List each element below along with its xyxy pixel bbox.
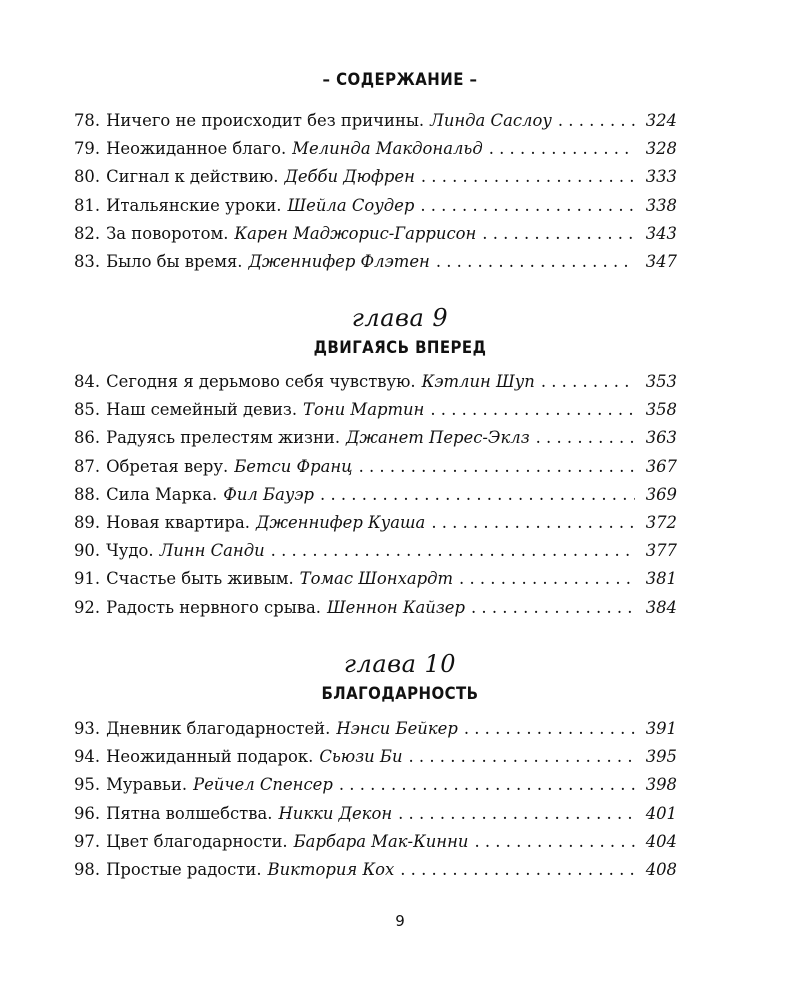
entry-number: 86. — [74, 428, 101, 448]
entry-page: 404 — [645, 831, 677, 851]
entry-page: 369 — [645, 484, 677, 504]
toc-entry — [74, 485, 677, 513]
entry-author: Линн Санди — [159, 541, 265, 561]
entry-title: Ничего не происходит без причины. — [106, 111, 425, 130]
entry-page: 401 — [645, 803, 677, 823]
toc-entry — [74, 167, 677, 195]
entry-title: Муравьи. — [106, 775, 188, 795]
entry-number: 97. — [74, 831, 101, 851]
toc-entry — [74, 372, 677, 400]
toc-entry — [74, 400, 677, 428]
entry-number: 78. — [74, 111, 101, 130]
toc-entry — [74, 775, 677, 803]
entry-page: 381 — [645, 569, 677, 589]
chapter-10-label: глава 10 — [343, 650, 457, 678]
toc-entry — [74, 860, 677, 888]
entry-title: За поворотом. — [106, 223, 229, 243]
toc-list-chapter-10 — [74, 719, 677, 888]
toc-entry — [74, 719, 677, 747]
entry-title: Радость нервного срыва. — [106, 597, 321, 617]
dot-leader — [339, 775, 635, 794]
entry-title: Было бы время. — [106, 251, 243, 271]
dot-leader — [482, 224, 635, 243]
toc-entry — [74, 139, 677, 167]
toc-entry — [74, 747, 677, 775]
dot-leader — [420, 196, 635, 215]
entry-number: 82. — [74, 223, 101, 243]
entry-author: Шейла Соудер — [287, 195, 415, 215]
entry-title: Чудо. — [106, 541, 154, 561]
entry-title: Радуясь прелестям жизни. — [106, 428, 341, 448]
entry-title: Цвет благодарности. — [106, 831, 288, 851]
entry-title: Счастье быть живым. — [106, 569, 294, 589]
entry-page: 347 — [645, 251, 677, 271]
chapter-9-label: глава 9 — [351, 304, 449, 332]
entry-author: Барбара Мак-Кинни — [293, 831, 469, 851]
dot-leader — [271, 541, 635, 560]
entry-page: 372 — [645, 512, 677, 532]
dot-leader — [436, 252, 635, 271]
entry-title: Дневник благодарностей. — [106, 719, 331, 738]
entry-page: 338 — [645, 195, 677, 215]
entry-number: 85. — [74, 400, 101, 420]
entry-page: 395 — [645, 747, 677, 767]
entry-title: Сигнал к действию. — [106, 167, 279, 187]
entry-author: Мелинда Макдональд — [292, 139, 483, 159]
entry-author: Тони Мартин — [303, 400, 425, 420]
entry-title: Обретая веру. — [106, 456, 229, 476]
toc-list-a — [74, 111, 677, 280]
toc-list-chapter-9 — [74, 372, 677, 626]
entry-page: 358 — [645, 400, 677, 420]
dot-leader — [474, 832, 635, 851]
entry-author: Никки Декон — [278, 803, 393, 823]
chapter-9-title: ДВИГАЯСЬ ВПЕРЕД — [313, 338, 487, 358]
entry-title: Простые радости. — [106, 859, 262, 879]
entry-number: 80. — [74, 167, 101, 187]
entry-author: Томас Шонхардт — [299, 569, 454, 589]
entry-title: Сила Марка. — [106, 484, 218, 504]
toc-entry — [74, 598, 677, 626]
entry-title: Неожиданное благо. — [106, 139, 287, 159]
entry-author: Дебби Дюфрен — [284, 167, 415, 187]
dot-leader — [431, 513, 635, 532]
entry-number: 88. — [74, 484, 101, 504]
entry-author: Сьюзи Би — [319, 747, 403, 767]
entry-page: 377 — [645, 541, 677, 561]
chapter-10-title: БЛАГОДАРНОСТЬ — [321, 684, 479, 704]
entry-number: 81. — [74, 195, 101, 215]
entry-title: Новая квартира. — [106, 512, 250, 532]
entry-number: 92. — [74, 597, 101, 617]
entry-author: Джанет Перес-Эклз — [346, 428, 530, 448]
page-number: 9 — [395, 912, 405, 930]
entry-author: Рейчел Спенсер — [193, 775, 333, 795]
dot-leader — [409, 747, 635, 766]
toc-entry — [74, 457, 677, 485]
entry-page: 343 — [645, 223, 677, 243]
toc-entry — [74, 224, 677, 252]
entry-number: 89. — [74, 512, 101, 532]
entry-title: Пятна волшебства. — [106, 803, 273, 823]
entry-author: Шеннон Кайзер — [326, 597, 465, 617]
toc-entry — [74, 196, 677, 224]
entry-page: 391 — [645, 719, 677, 738]
entry-page: 367 — [645, 456, 677, 476]
toc-entry — [74, 832, 677, 860]
entry-page: 408 — [645, 859, 677, 879]
toc-entry — [74, 428, 677, 456]
entry-page: 333 — [645, 167, 677, 187]
dot-leader — [541, 372, 635, 391]
entry-number: 93. — [74, 719, 101, 738]
entry-author: Карен Маджорис-Гаррисон — [234, 223, 477, 243]
entry-title: Сегодня я дерьмово себя чувствую. — [106, 372, 416, 391]
dot-leader — [536, 428, 635, 447]
dot-leader — [359, 457, 635, 476]
entry-number: 98. — [74, 859, 101, 879]
entry-author: Виктория Кох — [267, 859, 395, 879]
toc-entry — [74, 252, 677, 280]
dot-leader — [398, 804, 635, 823]
entry-page: 363 — [645, 428, 677, 448]
entry-author: Дженнифер Флэтен — [248, 251, 430, 271]
dot-leader — [459, 569, 635, 588]
entry-author: Дженнифер Куаша — [256, 512, 426, 532]
entry-number: 84. — [74, 372, 101, 391]
entry-page: 324 — [645, 111, 677, 130]
entry-number: 90. — [74, 541, 101, 561]
entry-number: 91. — [74, 569, 101, 589]
entry-author: Бетси Франц — [234, 456, 353, 476]
dot-leader — [400, 860, 635, 879]
dot-leader — [430, 400, 635, 419]
entry-title: Наш семейный девиз. — [106, 400, 298, 420]
entry-number: 79. — [74, 139, 101, 159]
toc-entry — [74, 569, 677, 597]
dot-leader — [320, 485, 635, 504]
entry-title: Неожиданный подарок. — [106, 747, 314, 767]
dot-leader — [558, 111, 635, 130]
dot-leader — [464, 719, 635, 738]
entry-page: 384 — [645, 597, 677, 617]
toc-entry — [74, 111, 677, 139]
entry-number: 94. — [74, 747, 101, 767]
entry-page: 353 — [645, 372, 677, 391]
toc-entry — [74, 541, 677, 569]
dot-leader — [471, 598, 635, 617]
entry-page: 328 — [645, 139, 677, 159]
entry-author: Линда Саслоу — [430, 111, 552, 130]
toc-entry — [74, 804, 677, 832]
entry-number: 96. — [74, 803, 101, 823]
page-title: – СОДЕРЖАНИЕ – — [322, 70, 478, 90]
entry-author: Фил Бауэр — [223, 484, 315, 504]
entry-number: 87. — [74, 456, 101, 476]
entry-author: Нэнси Бейкер — [336, 719, 458, 738]
entry-number: 95. — [74, 775, 101, 795]
entry-author: Кэтлин Шуп — [421, 372, 535, 391]
entry-title: Итальянские уроки. — [106, 195, 282, 215]
entry-page: 398 — [645, 775, 677, 795]
entry-number: 83. — [74, 251, 101, 271]
dot-leader — [489, 139, 635, 158]
dot-leader — [421, 167, 635, 186]
toc-entry — [74, 513, 677, 541]
